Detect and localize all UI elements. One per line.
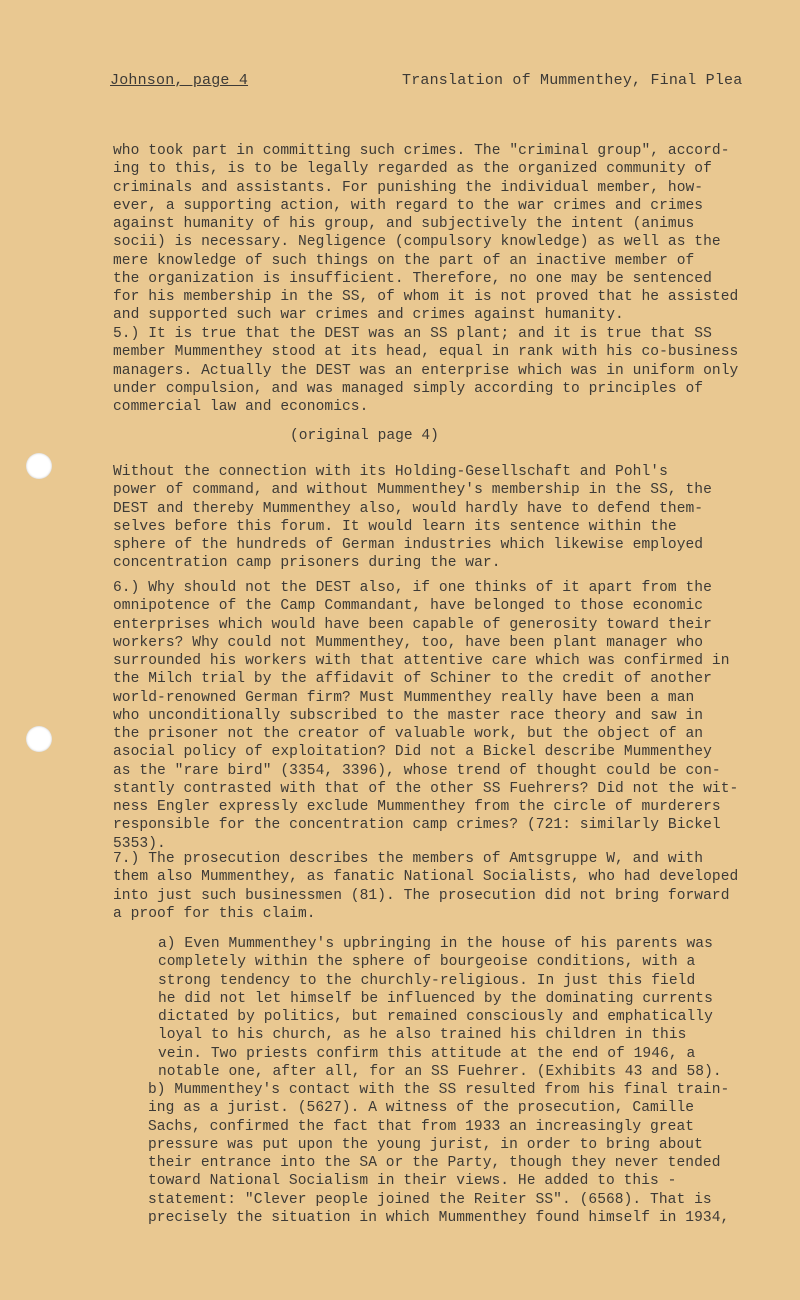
text-line: socii) is necessary. Negligence (compulsory knowledge) as well as the	[113, 234, 721, 251]
header-page-reference: Johnson, page 4	[110, 72, 249, 89]
text-line: enterprises which would have been capable of generosity toward their	[113, 616, 712, 633]
text-line: who took part in committing such crimes. The "criminal group", accord-	[113, 143, 730, 159]
original-page-marker: (original page 4)	[290, 428, 439, 444]
text-line: power of command, and without Mummenthey's membership in the SS, the	[113, 482, 712, 499]
text-line: strong tendency to the churchly-religious. In just this field	[158, 972, 696, 989]
text-line: b) Mummenthey's contact with the SS resulted from his final train-	[148, 1082, 730, 1098]
text-line: ing as a jurist. (5627). A witness of the prosecution, Camille	[148, 1100, 695, 1117]
text-line: he did not let himself be influenced by the dominating currents	[158, 990, 713, 1007]
text-line: statement: "Clever people joined the Reiter SS". (6568). That is	[148, 1191, 712, 1208]
punch-hole-top	[26, 453, 52, 479]
text-line: member Mummenthey stood at its head, equal in rank with his co-business	[113, 344, 739, 361]
text-line: their entrance into the SA or the Party, though they never tended	[148, 1155, 721, 1171]
text-line: ness Engler expressly exclude Mummenthey from the circle of murderers	[113, 799, 721, 815]
text-line: Without the connection with its Holding-Gesellschaft and Pohl's	[113, 464, 668, 480]
text-line: ever, a supporting action, with regard to the war crimes and crimes	[113, 197, 704, 214]
text-line: Sachs, confirmed the fact that from 1933 an increasingly great	[148, 1118, 695, 1135]
text-line: the prisoner not the creator of valuable work, but the object of an	[113, 726, 704, 742]
text-line: asocial policy of exploitation? Did not a Bickel describe Mummenthey	[113, 744, 712, 761]
text-line: DEST and thereby Mummenthey also, would hardly have to defend them-	[113, 500, 704, 517]
text-line: against humanity of his group, and subjectively the intent (animus	[113, 216, 695, 232]
text-line: stantly contrasted with that of the other SS Fuehrers? Did not the wit-	[113, 780, 739, 797]
text-line: loyal to his church, as he also trained his children in this	[158, 1027, 687, 1044]
text-line: as the "rare bird" (3354, 3396), whose trend of thought could be con-	[113, 762, 721, 779]
text-line: completely within the sphere of bourgeoise conditions, with a	[158, 954, 696, 971]
text-line: concentration camp prisoners during the war.	[113, 555, 501, 572]
text-line: the Milch trial by the affidavit of Schiner to the credit of another	[113, 671, 712, 688]
text-line: who unconditionally subscribed to the master race theory and saw in	[113, 707, 704, 724]
text-line: surrounded his workers with that attentive care which was confirmed in	[113, 653, 730, 669]
text-line: dictated by politics, but remained consciously and emphatically	[158, 1009, 713, 1025]
text-line: toward National Socialism in their views. He added to this -	[148, 1173, 677, 1190]
text-line: them also Mummenthey, as fanatic National Socialists, who had developed	[113, 869, 739, 886]
text-line: commercial law and economics.	[113, 399, 369, 415]
text-line: world-renowned German firm? Must Mummenthey really have been a man	[113, 689, 695, 706]
text-line: 5.) It is true that the DEST was an SS plant; and it is true that SS	[113, 326, 712, 342]
text-line: vein. Two priests confirm this attitude at the end of 1946, a	[158, 1045, 696, 1062]
text-line: for his membership in the SS, of whom it is not proved that he assisted	[113, 289, 739, 305]
text-line: workers? Why could not Mummenthey, too, have been plant manager who	[113, 634, 704, 651]
text-line: the organization is insufficient. Therefore, no one may be sentenced	[113, 270, 712, 287]
text-line: notable one, after all, for an SS Fuehrer. (Exhibits 43 and 58).	[158, 1063, 722, 1080]
text-line: precisely the situation in which Mummenthey found himself in 1934,	[148, 1209, 730, 1226]
text-line: mere knowledge of such things on the part of an inactive member of	[113, 252, 695, 269]
text-line: omnipotence of the Camp Commandant, have belonged to those economic	[113, 598, 704, 615]
text-line: 7.) The prosecution describes the members of Amtsgruppe W, and with	[113, 851, 704, 867]
text-line: 6.) Why should not the DEST also, if one thinks of it apart from the	[113, 580, 712, 596]
text-line: a proof for this claim.	[113, 905, 316, 922]
text-line: ing to this, is to be legally regarded as the organized community of	[113, 161, 712, 178]
text-line: under compulsion, and was managed simply according to principles of	[113, 380, 704, 397]
text-line: selves before this forum. It would learn its sentence within the	[113, 518, 677, 535]
text-line: a) Even Mummenthey's upbringing in the house of his parents was	[158, 936, 713, 952]
text-line: criminals and assistants. For punishing the individual member, how-	[113, 179, 704, 196]
text-line: pressure was put upon the young jurist, in order to bring about	[148, 1136, 703, 1153]
punch-hole-bottom	[26, 726, 52, 752]
text-line: into just such businessmen (81). The prosecution did not bring forward	[113, 887, 730, 904]
header-title: Translation of Mummenthey, Final Plea	[402, 72, 743, 89]
text-line: and supported such war crimes and crimes against humanity.	[113, 307, 624, 324]
text-line: 5353).	[113, 835, 166, 852]
text-line: responsible for the concentration camp crimes? (721: similarly Bickel	[113, 817, 721, 834]
text-line: sphere of the hundreds of German industries which likewise employed	[113, 537, 704, 553]
text-line: managers. Actually the DEST was an enterprise which was in uniform only	[113, 362, 739, 379]
